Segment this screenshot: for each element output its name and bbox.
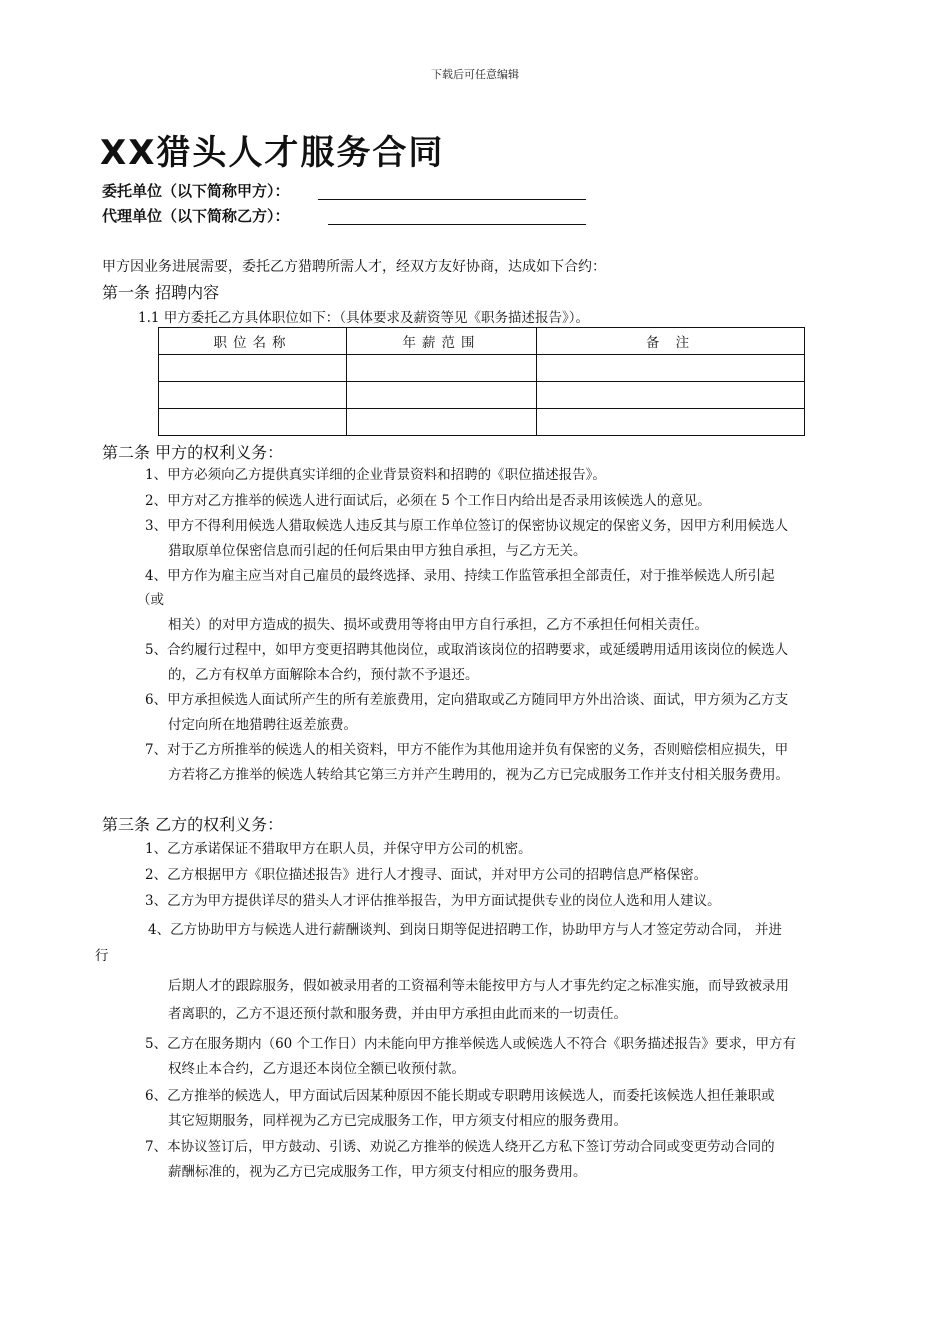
table-cell[interactable]	[159, 355, 347, 382]
table-row	[159, 409, 805, 436]
client-party-label: 委托单位（以下简称甲方）：	[102, 182, 290, 200]
table-cell[interactable]	[159, 382, 347, 409]
clause-line: （或	[137, 592, 164, 608]
clause-line: 的，乙方有权单方面解除本合约，预付款不予退还。	[168, 667, 479, 683]
table-cell[interactable]	[537, 382, 805, 409]
clause-line: 3、甲方不得利用候选人猎取候选人违反其与原工作单位签订的保密协议规定的保密义务，因甲方利用候选人	[145, 518, 789, 534]
clause-line: 权终止本合约，乙方退还本岗位全额已收预付款。	[168, 1061, 465, 1077]
clause-line: 2、甲方对乙方推举的候选人进行面试后，必须在 5 个工作日内给出是否录用该候选人的意见。	[145, 493, 711, 509]
clause-line: 1、甲方必须向乙方提供真实详细的企业背景资料和招聘的《职位描述报告》。	[145, 467, 606, 483]
table-header-cell: 年薪范围	[347, 328, 537, 355]
clause-line: 薪酬标准的，视为乙方已完成服务工作，甲方须支付相应的服务费用。	[168, 1164, 587, 1180]
clause-line: 5、乙方在服务期内（60 个工作日）内未能向甲方推举候选人或候选人不符合《职务描述报告》要求，甲方有	[145, 1036, 797, 1052]
table-row	[159, 382, 805, 409]
clause-line: 1、乙方承诺保证不猎取甲方在职人员，并保守甲方公司的机密。	[145, 841, 532, 857]
clause-line: 行	[95, 948, 109, 964]
clause-line: 其它短期服务，同样视为乙方已完成服务工作，甲方须支付相应的服务费用。	[168, 1113, 627, 1129]
clause-line: 后期人才的跟踪服务，假如被录用者的工资福利等未能按甲方与人才事先约定之标准实施，而导致被录用	[168, 978, 789, 994]
clause-line: 付定向所在地猎聘往返差旅费。	[168, 717, 357, 733]
table-cell[interactable]	[537, 409, 805, 436]
table-cell[interactable]	[537, 355, 805, 382]
clause-line: 7、本协议签订后，甲方鼓动、引诱、劝说乙方推举的候选人绕开乙方私下签订劳动合同或变更劳动合同的	[145, 1139, 775, 1155]
table-header-row	[159, 328, 805, 355]
page-title: XX猎头人才服务合同	[100, 133, 445, 173]
clause-line: 7、对于乙方所推举的候选人的相关资料，甲方不能作为其他用途并负有保密的义务，否则赔偿相应损失，甲	[145, 742, 789, 758]
agent-party-blank	[328, 224, 586, 225]
clause-line: 6、乙方推举的候选人，甲方面试后因某种原因不能长期或专职聘用该候选人，而委托该候选人担任兼职或	[145, 1088, 775, 1104]
clause-line: 4、甲方作为雇主应当对自己雇员的最终选择、录用、持续工作监管承担全部责任，对于推举候选人所引起	[145, 568, 775, 584]
clause-line: 者离职的，乙方不退还预付款和服务费，并由甲方承担由此而来的一切责任。	[168, 1006, 627, 1022]
table-row	[159, 355, 805, 382]
agent-party-label: 代理单位（以下简称乙方）：	[102, 207, 290, 225]
table-cell[interactable]	[347, 382, 537, 409]
article2-title: 第二条 甲方的权利义务：	[102, 443, 284, 462]
clause-line: 5、合约履行过程中，如甲方变更招聘其他岗位，或取消该岗位的招聘要求，或延缓聘用适用该岗位的候选人	[145, 642, 789, 658]
clause-line: 相关）的对甲方造成的损失、损坏或费用等将由甲方自行承担，乙方不承担任何相关责任。	[168, 617, 708, 633]
clause-line: 4、乙方协助甲方与候选人进行薪酬谈判、到岗日期等促进招聘工作，协助甲方与人才签定劳动合同， 并进	[148, 922, 782, 938]
clause-line: 6、甲方承担候选人面试所产生的所有差旅费用，定向猎取或乙方随同甲方外出洽谈、面试，甲方须为乙方支	[145, 692, 789, 708]
article1-title: 第一条 招聘内容	[102, 283, 220, 302]
clause-line: 2、乙方根据甲方《职位描述报告》进行人才搜寻、面试，并对甲方公司的招聘信息严格保密。	[145, 867, 708, 883]
table-cell[interactable]	[347, 355, 537, 382]
table-cell[interactable]	[347, 409, 537, 436]
positions-table	[158, 327, 805, 436]
table-header-cell: 备 注	[537, 328, 805, 355]
clause-line: 方若将乙方推举的候选人转给其它第三方并产生聘用的，视为乙方已完成服务工作并支付相关服务费用。	[168, 767, 789, 783]
clause-line: 猎取原单位保密信息而引起的任何后果由甲方独自承担，与乙方无关。	[168, 543, 587, 559]
header-note: 下载后可任意编辑	[431, 68, 519, 81]
article3-title: 第三条 乙方的权利义务：	[102, 815, 284, 834]
table-header-cell: 职位名称	[159, 328, 347, 355]
clause-line: 3、乙方为甲方提供详尽的猎头人才评估推举报告，为甲方面试提供专业的岗位人选和用人建议。	[145, 893, 721, 909]
table-cell[interactable]	[159, 409, 347, 436]
intro-text: 甲方因业务进展需要，委托乙方猎聘所需人才，经双方友好协商，达成如下合约：	[102, 259, 606, 275]
client-party-blank	[318, 199, 586, 200]
article1-sub: 1.1 甲方委托乙方具体职位如下：（具体要求及薪资等见《职务描述报告》）。	[138, 310, 590, 326]
